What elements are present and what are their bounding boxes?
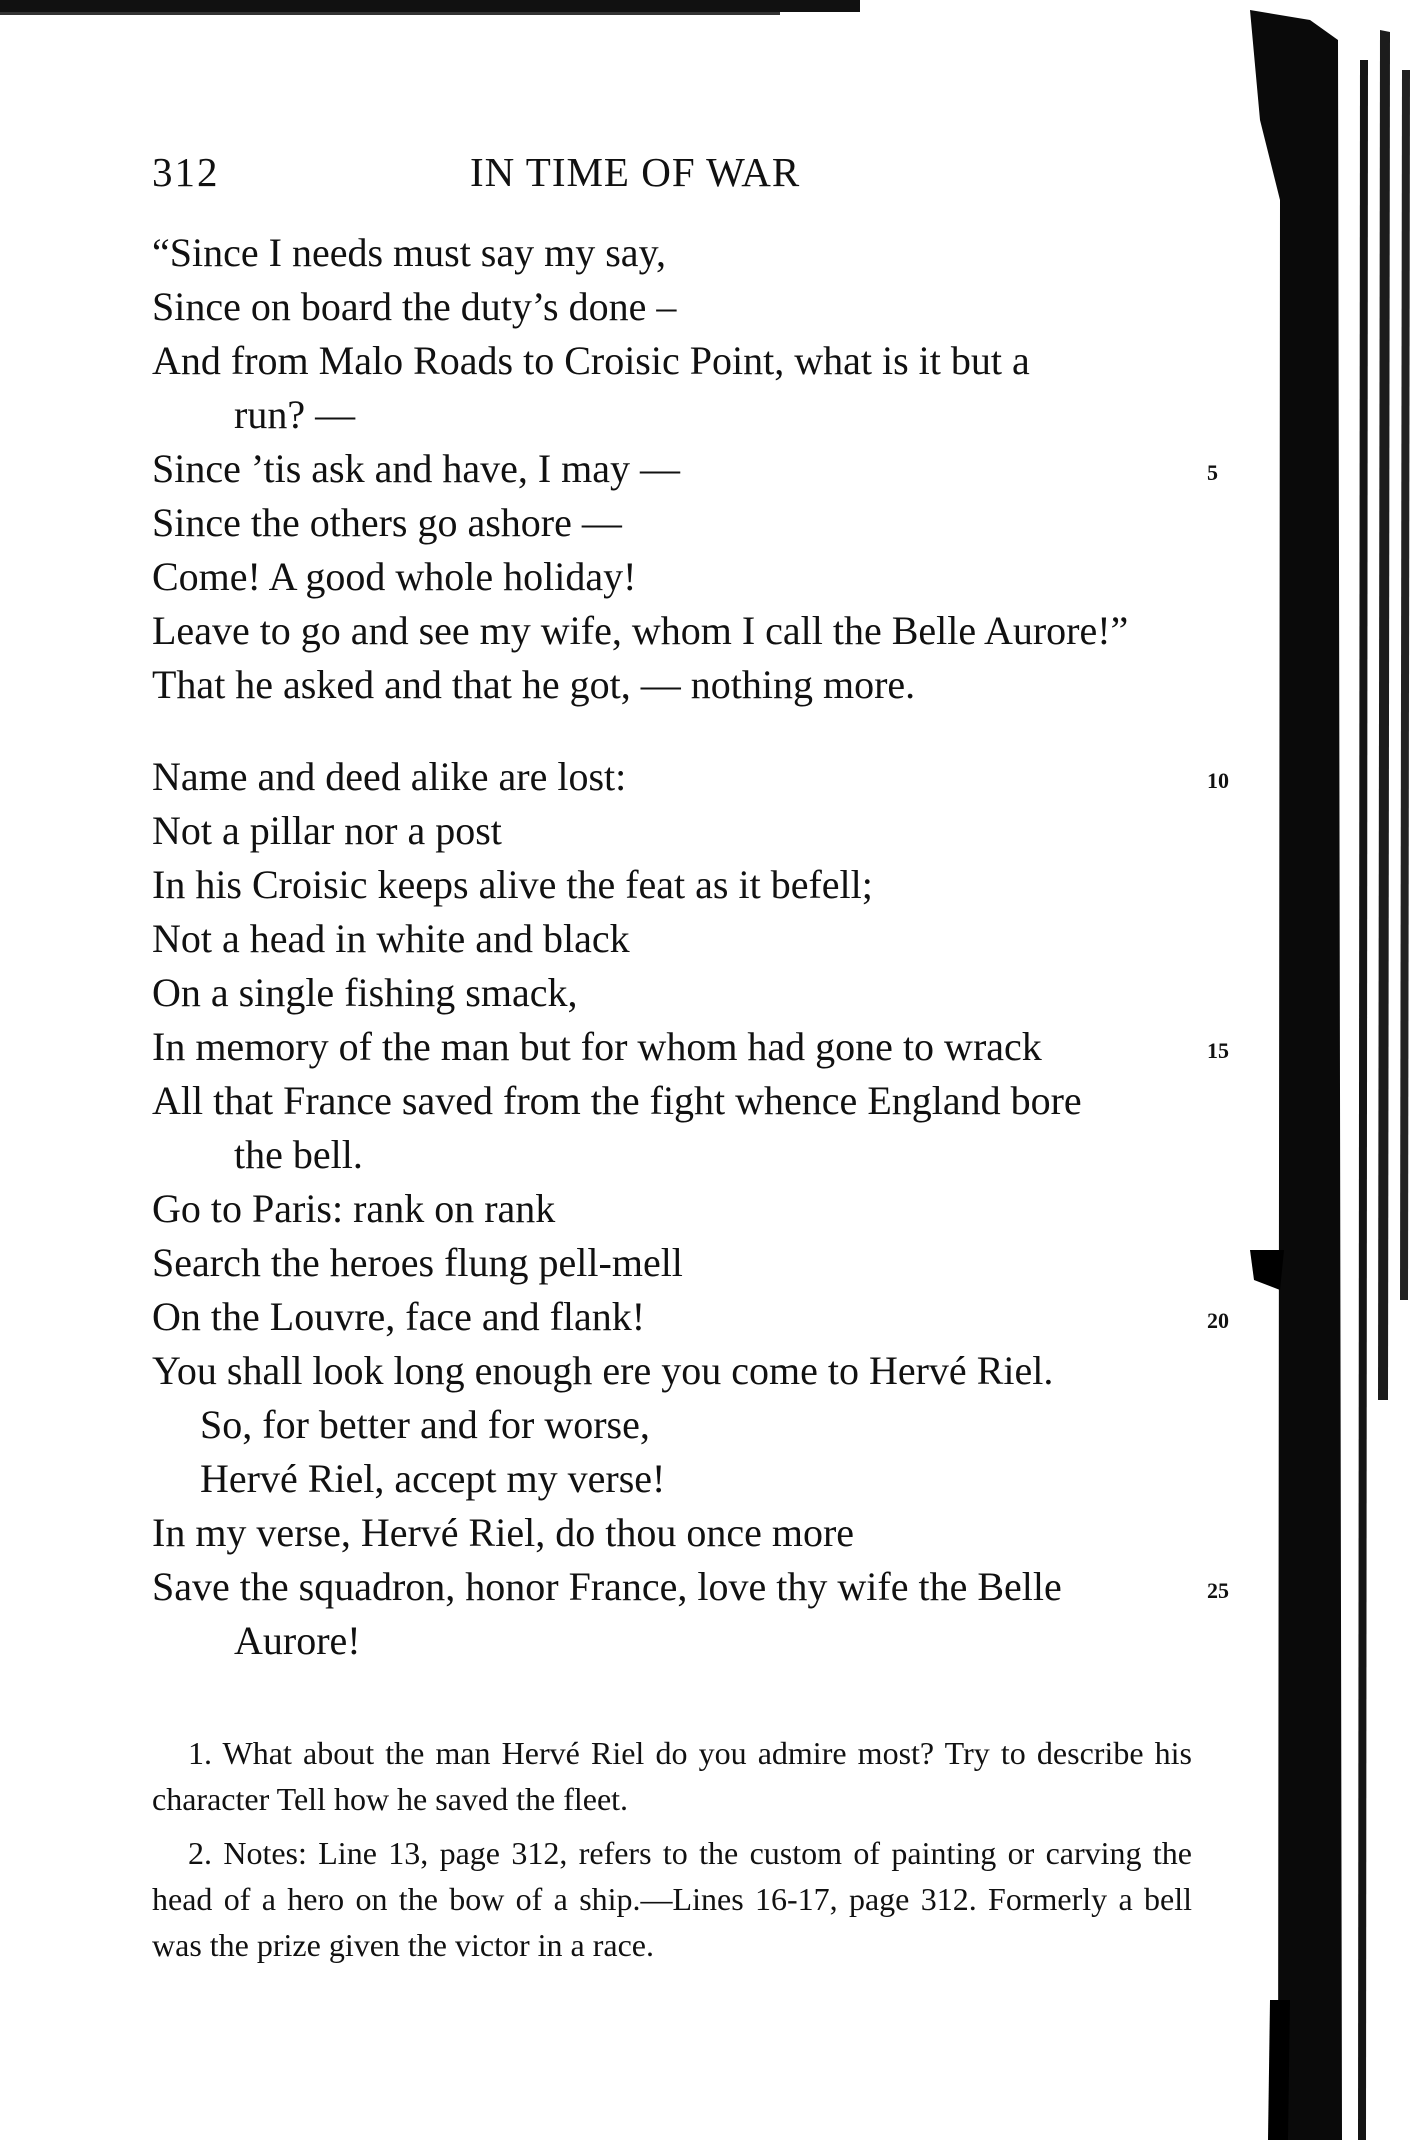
poem-line xyxy=(152,388,1232,442)
line-number: 5 xyxy=(1207,460,1218,485)
poem-line xyxy=(152,912,1232,966)
poem-line xyxy=(152,1506,1232,1560)
line-text: Not a pillar nor a post xyxy=(152,808,502,853)
poem-line xyxy=(152,858,1232,912)
line-text: On the Louvre, face and flank! xyxy=(152,1294,646,1339)
line-text: Hervé Riel, accept my verse! xyxy=(200,1456,666,1501)
page-header xyxy=(152,148,1202,208)
line-text: You shall look long enough ere you come to Hervé Riel. xyxy=(152,1348,1054,1393)
line-text: Not a head in white and black xyxy=(152,916,630,961)
study-notes xyxy=(152,1730,1192,1976)
line-text: Since ’tis ask and have, I may — xyxy=(152,446,681,491)
poem-line xyxy=(152,1182,1232,1236)
line-text: Since the others go ashore — xyxy=(152,500,622,545)
line-number: 10 xyxy=(1207,768,1229,793)
poem-line xyxy=(152,750,1232,804)
poem-line xyxy=(152,604,1232,658)
line-text: Search the heroes flung pell-mell xyxy=(152,1240,683,1285)
poem xyxy=(152,226,1232,1668)
poem-line xyxy=(152,442,1232,496)
poem-line xyxy=(152,280,1232,334)
note-2: 2. Notes: Line 13, page 312, refers to the custom of painting or carving the head of a hero on the bow of a ship.—Lines 16-17, page 312. Formerly a bell was the prize given the victor in a race. xyxy=(152,1835,1192,1963)
note-1: 1. What about the man Hervé Riel do you admire most? Try to describe his character Tell how he saved the fleet. xyxy=(152,1735,1192,1817)
line-text: Since on board the duty’s done – xyxy=(152,284,677,329)
poem-line xyxy=(152,1614,1232,1668)
poem-line xyxy=(152,1074,1232,1128)
page-number: 312 xyxy=(152,149,220,195)
line-text: Aurore! xyxy=(234,1618,361,1663)
poem-line xyxy=(152,1452,1232,1506)
poem-line xyxy=(152,1290,1232,1344)
poem-line xyxy=(152,1128,1232,1182)
poem-line xyxy=(152,334,1232,388)
running-title: IN TIME OF WAR xyxy=(470,149,801,195)
poem-line xyxy=(152,496,1232,550)
line-text: “Since I needs must say my say, xyxy=(152,230,666,275)
line-text: So, for better and for worse, xyxy=(200,1402,650,1447)
line-text: In my verse, Hervé Riel, do thou once more xyxy=(152,1510,855,1555)
poem-line xyxy=(152,1020,1232,1074)
line-text: And from Malo Roads to Croisic Point, what is it but a xyxy=(152,338,1030,383)
line-text: All that France saved from the fight whence England bore xyxy=(152,1078,1082,1123)
line-text: Leave to go and see my wife, whom I call the Belle Aurore!” xyxy=(152,608,1129,653)
poem-line xyxy=(152,226,1232,280)
line-text: That he asked and that he got, — nothing more. xyxy=(152,662,916,707)
stanza xyxy=(152,750,1232,1668)
poem-line xyxy=(152,804,1232,858)
poem-line xyxy=(152,1344,1232,1398)
line-text: Save the squadron, honor France, love thy wife the Belle xyxy=(152,1564,1062,1609)
line-text: In his Croisic keeps alive the feat as it befell; xyxy=(152,862,873,907)
poem-line xyxy=(152,1236,1232,1290)
line-number: 20 xyxy=(1207,1308,1229,1333)
line-text: In memory of the man but for whom had gone to wrack xyxy=(152,1024,1042,1069)
poem-line xyxy=(152,658,1232,712)
poem-line xyxy=(152,1560,1232,1614)
book-binding-edge xyxy=(1250,0,1426,2140)
top-rule xyxy=(0,0,860,12)
line-text: Go to Paris: rank on rank xyxy=(152,1186,556,1231)
line-text: Name and deed alike are lost: xyxy=(152,754,627,799)
line-text: On a single fishing smack, xyxy=(152,970,578,1015)
poem-line xyxy=(152,1398,1232,1452)
poem-line xyxy=(152,550,1232,604)
line-text: the bell. xyxy=(234,1132,363,1177)
line-text: Come! A good whole holiday! xyxy=(152,554,637,599)
line-number: 15 xyxy=(1207,1038,1229,1063)
poem-line xyxy=(152,966,1232,1020)
line-text: run? — xyxy=(234,392,356,437)
line-number: 25 xyxy=(1207,1578,1229,1603)
stanza xyxy=(152,226,1232,712)
